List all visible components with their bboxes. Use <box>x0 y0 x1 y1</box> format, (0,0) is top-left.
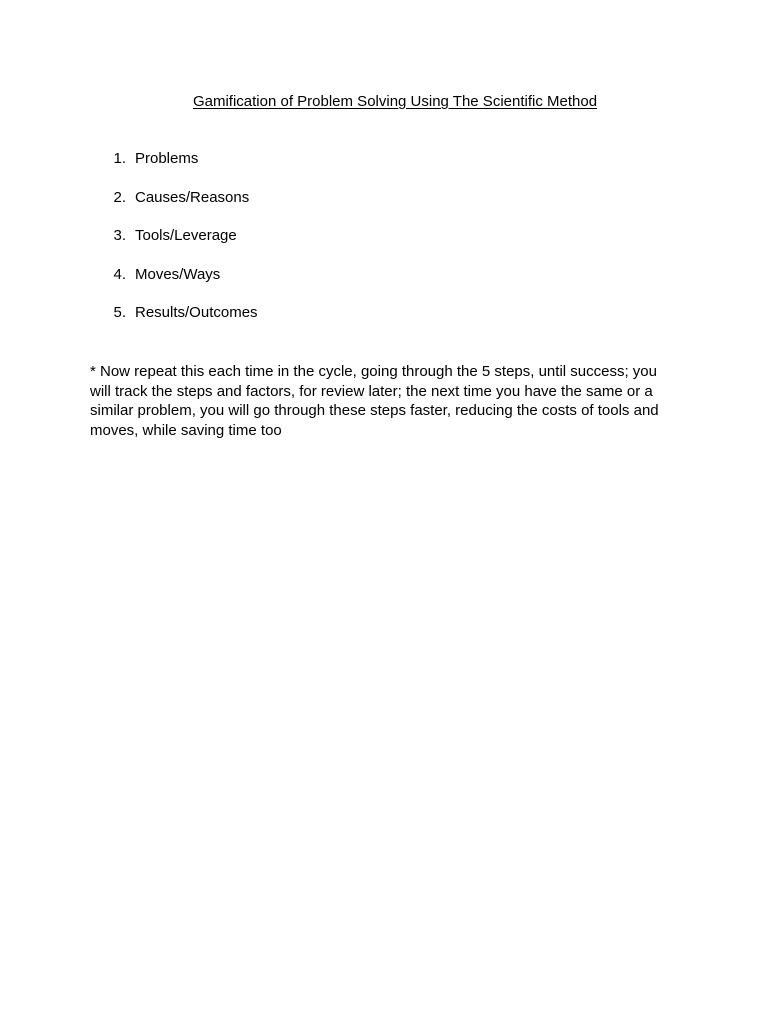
step-number: 5. <box>113 304 126 321</box>
step-label: Tools/Leverage <box>135 227 237 244</box>
step-number: 1. <box>113 150 126 167</box>
step-label: Moves/Ways <box>135 265 221 283</box>
step-label: Causes/Reasons <box>135 188 250 206</box>
step-number: 3. <box>113 227 126 244</box>
cycle-note: * Now repeat this each time in the cycle, going through the 5 steps, until success; you will track the steps and factors, for review later; the next time you have the same or a similar problem, you will go through these steps faster, reducing the costs of tools and moves, while saving time too <box>90 363 659 439</box>
step-label: Results/Outcomes <box>135 304 258 321</box>
document-title: Gamification of Problem Solving Using The Scientific Method <box>192 93 598 110</box>
step-number: 2. <box>113 188 126 206</box>
step-label: Problems <box>135 150 199 167</box>
step-number: 4. <box>113 265 126 283</box>
